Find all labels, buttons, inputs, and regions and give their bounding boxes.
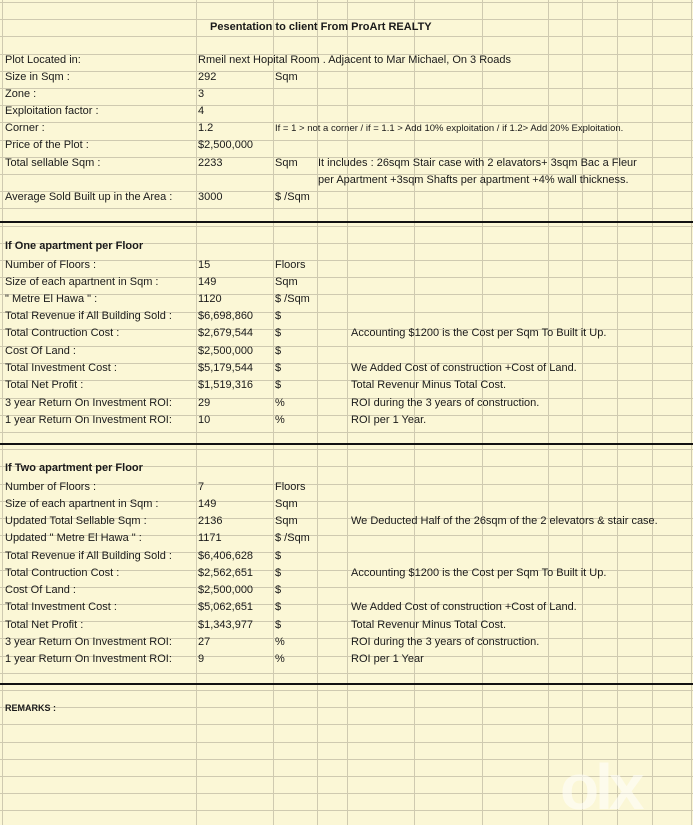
row-label: 1 year Return On Investment ROI: (5, 414, 172, 426)
row-note: Accounting $1200 is the Cost per Sqm To Built it Up. (351, 327, 607, 339)
grid-row-line (0, 208, 693, 209)
row-unit: Sqm (275, 71, 298, 83)
row-value: $2,500,000 (198, 345, 254, 357)
row-unit: $ (275, 550, 282, 562)
row-value: $1,343,977 (198, 619, 254, 631)
row-label: Total Revenue if All Building Sold : (5, 550, 172, 562)
row-value: 1.2 (198, 122, 214, 134)
row-label: Number of Floors : (5, 259, 97, 271)
row-note: ROI per 1 Year. (351, 414, 427, 426)
grid-row-line (0, 380, 693, 381)
row-label: Exploitation factor : (5, 105, 99, 117)
grid-row-line (0, 71, 693, 72)
row-unit: % (275, 414, 285, 426)
row-label: Size of each apartnent in Sqm : (5, 498, 159, 510)
row-label: Plot Located in: (5, 54, 81, 66)
row-label: 3 year Return On Investment ROI: (5, 397, 172, 409)
row-label: Total Contruction Cost : (5, 327, 120, 339)
row-unit: $ /Sqm (275, 191, 310, 203)
row-note: ROI during the 3 years of construction. (351, 636, 540, 648)
row-unit: $ /Sqm (275, 293, 310, 305)
row-unit: Sqm (275, 157, 298, 169)
row-label: " Metre El Hawa " : (5, 293, 98, 305)
row-unit: Sqm (275, 498, 298, 510)
row-unit: % (275, 397, 285, 409)
row-value: Rmeil next Hopital Room . Adjacent to Mar Michael, On 3 Roads (198, 54, 512, 66)
grid-column-line (2, 0, 3, 825)
grid-row-line (0, 432, 693, 433)
row-unit: $ (275, 584, 282, 596)
row-value: $6,698,860 (198, 310, 254, 322)
grid-column-line (691, 0, 692, 825)
row-unit: $ (275, 379, 282, 391)
row-label: Updated " Metre El Hawa " : (5, 532, 142, 544)
row-label: Total Revenue if All Building Sold : (5, 310, 172, 322)
row-label: Total Net Profit : (5, 379, 84, 391)
row-value: 1120 (198, 293, 222, 305)
row-value: $2,500,000 (198, 139, 254, 151)
row-note: We Deducted Half of the 26sqm of the 2 elevators & stair case. (351, 515, 658, 527)
row-value: $5,179,544 (198, 362, 254, 374)
row-note: per Apartment +3sqm Shafts per apartment +4% wall thickness. (318, 174, 629, 186)
row-label: Updated Total Sellable Sqm : (5, 515, 147, 527)
row-label: Cost Of Land : (5, 584, 76, 596)
row-value: 3000 (198, 191, 223, 203)
grid-row-line (0, 105, 693, 106)
grid-row-line (0, 226, 693, 227)
olx-watermark-logo: olx (560, 751, 641, 823)
row-note: ROI per 1 Year (351, 653, 424, 665)
row-label: Corner : (5, 122, 45, 134)
row-unit: $ (275, 327, 282, 339)
grid-row-line (0, 673, 693, 674)
row-label: Zone : (5, 88, 37, 100)
row-note: We Added Cost of construction +Cost of Land. (351, 362, 577, 374)
row-value: 4 (198, 105, 205, 117)
section-divider (0, 221, 693, 223)
remarks-label: REMARKS : (5, 703, 56, 713)
grid-row-line (0, 449, 693, 450)
row-label: Number of Floors : (5, 481, 97, 493)
row-value: $2,679,544 (198, 327, 254, 339)
row-unit: Sqm (275, 515, 298, 527)
row-note: It includes : 26sqm Stair case with 2 elavators+ 3sqm Bac a Fleur (318, 157, 637, 169)
grid-row-line (0, 294, 693, 295)
row-note: Total Revenur Minus Total Cost. (351, 619, 507, 631)
sheet-title: Pesentation to client From ProArt REALTY (210, 21, 432, 33)
grid-row-line (0, 260, 693, 261)
row-unit: Floors (275, 259, 306, 271)
grid-row-line (0, 707, 693, 708)
grid-row-line (0, 742, 693, 743)
grid-row-line (0, 19, 693, 20)
grid-row-line (0, 346, 693, 347)
row-unit: $ (275, 619, 282, 631)
row-label: Total Net Profit : (5, 619, 84, 631)
row-label: Total Contruction Cost : (5, 567, 120, 579)
row-note: Accounting $1200 is the Cost per Sqm To Built it Up. (351, 567, 607, 579)
grid-row-line (0, 140, 693, 141)
row-label: Cost Of Land : (5, 345, 76, 357)
grid-row-line (0, 88, 693, 89)
row-value: $2,562,651 (198, 567, 254, 579)
section-divider (0, 683, 693, 685)
row-note: If = 1 > not a corner / if = 1.1 > Add 10% exploitation / if 1.2> Add 20% Exploitation. (275, 123, 624, 134)
row-value: $5,062,651 (198, 601, 254, 613)
grid-row-line (0, 2, 693, 3)
row-label: Total sellable Sqm : (5, 157, 101, 169)
row-unit: Sqm (275, 276, 298, 288)
grid-row-line (0, 724, 693, 725)
row-value: 149 (198, 498, 217, 510)
row-label: Average Sold Built up in the Area : (5, 191, 173, 203)
grid-row-line (0, 587, 693, 588)
grid-column-line (196, 0, 197, 825)
row-note: ROI during the 3 years of construction. (351, 397, 540, 409)
row-unit: $ (275, 345, 282, 357)
row-value: $2,500,000 (198, 584, 254, 596)
row-unit: % (275, 636, 285, 648)
section1-heading: If One apartment per Floor (5, 240, 144, 252)
row-value: 27 (198, 636, 211, 648)
row-unit: $ (275, 310, 282, 322)
section-divider (0, 443, 693, 445)
row-value: 29 (198, 397, 211, 409)
grid-column-line (273, 0, 274, 825)
row-unit: $ (275, 601, 282, 613)
row-value: $6,406,628 (198, 550, 254, 562)
row-label: 3 year Return On Investment ROI: (5, 636, 172, 648)
row-label: Price of the Plot : (5, 139, 89, 151)
grid-row-line (0, 36, 693, 37)
row-label: Size in Sqm : (5, 71, 70, 83)
grid-column-line (652, 0, 653, 825)
row-value: 9 (198, 653, 205, 665)
row-value: 2136 (198, 515, 223, 527)
row-unit: $ (275, 362, 282, 374)
row-note: Total Revenur Minus Total Cost. (351, 379, 507, 391)
row-unit: $ (275, 567, 282, 579)
row-label: 1 year Return On Investment ROI: (5, 653, 172, 665)
grid-row-line (0, 484, 693, 485)
row-unit: % (275, 653, 285, 665)
row-value: 1171 (198, 532, 222, 544)
row-value: 2233 (198, 157, 223, 169)
row-unit: Floors (275, 481, 306, 493)
row-value: 3 (198, 88, 205, 100)
row-value: 15 (198, 259, 211, 271)
row-label: Total Investment Cost : (5, 601, 117, 613)
row-value: $1,519,316 (198, 379, 254, 391)
section2-heading: If Two apartment per Floor (5, 462, 143, 474)
row-note: We Added Cost of construction +Cost of Land. (351, 601, 577, 613)
row-value: 149 (198, 276, 217, 288)
row-value: 7 (198, 481, 205, 493)
row-value: 10 (198, 414, 211, 426)
row-label: Size of each apartnent in Sqm : (5, 276, 159, 288)
row-unit: $ /Sqm (275, 532, 310, 544)
grid-row-line (0, 690, 693, 691)
row-value: 292 (198, 71, 217, 83)
row-label: Total Investment Cost : (5, 362, 117, 374)
grid-row-line (0, 621, 693, 622)
